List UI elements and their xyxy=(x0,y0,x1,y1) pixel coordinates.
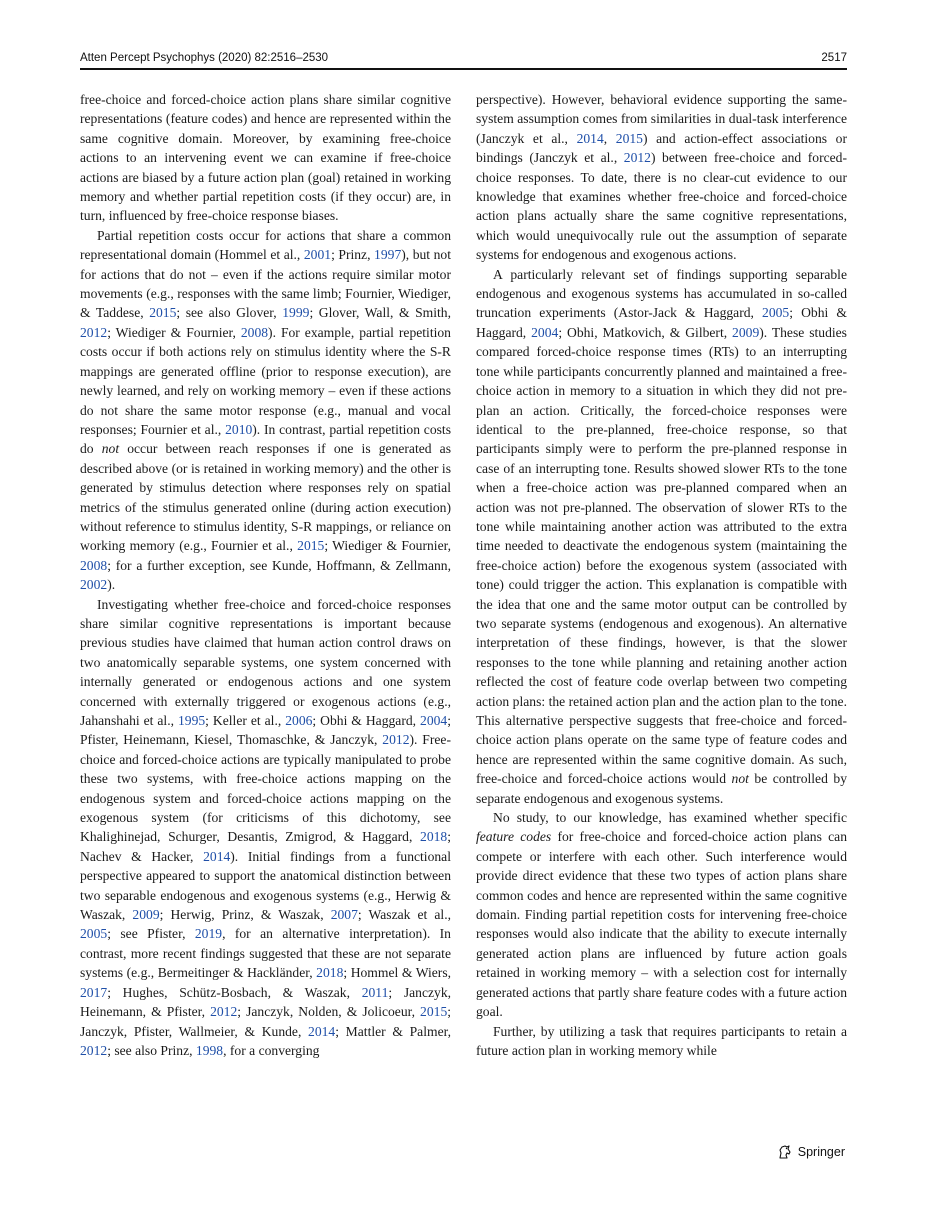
citation-link[interactable]: 2014 xyxy=(308,1023,336,1039)
citation-link[interactable]: 2012 xyxy=(80,1042,108,1058)
citation-link[interactable]: 2004 xyxy=(531,324,559,340)
citation-link[interactable]: 2014 xyxy=(203,848,231,864)
paragraph-text: Investigating whether free-choice and forced-choice responses share similar cognitive representations is important because previous studies have claimed that human action control draws on two anatomically separable systems, one system concerned with internally generated or endogenous actions and one system concerned with externally triggered or exogenous actions (e.g., Jahanshahi et al., xyxy=(80,596,451,728)
paragraph-text: ) between free-choice and forced-choice responses. To date, there is no clear-cut evidence to our knowledge that examines whether free-choice and forced-choice action plans actually share the same cognitive representations, which would unequivocally rule out the assumption of separate systems for endogenous and exogenous actions. xyxy=(476,150,847,263)
citation-link[interactable]: 2006 xyxy=(285,713,313,728)
paragraph-text: ). Initial findings from a functional perspective appeared to support the anatomical distinction between two separable endogenous and exogenous systems (e.g., Herwig & Waszak, xyxy=(80,848,451,923)
paragraph-text: ; for a further exception, see Kunde, Hoffmann, & Zellmann, xyxy=(107,557,451,573)
paragraph-text: ; see Pfister, xyxy=(107,926,195,942)
citation-link[interactable]: 2018 xyxy=(316,965,344,981)
paragraph-text: be controlled by separate endogenous and exogenous systems. xyxy=(476,771,847,806)
paragraph xyxy=(476,1022,847,1061)
paragraph-text: ; Nachev & Hacker, xyxy=(80,829,451,864)
header-rule xyxy=(80,68,847,70)
paragraph xyxy=(80,90,451,226)
citation-link[interactable]: 2014 xyxy=(576,130,604,146)
citation-link[interactable]: 1999 xyxy=(282,305,310,321)
citation-link[interactable]: 2005 xyxy=(80,926,108,942)
citation-link[interactable]: 2017 xyxy=(80,984,108,1000)
journal-citation: Atten Percept Psychophys (2020) 82:2516–2530 xyxy=(80,52,329,64)
paragraph-text: ). For example, partial repetition costs occur if both actions rely on stimulus identity where the S-R mappings are generated offline (prior to response execution), are newly learned, and rely on working memory – even if these actions do not share the same motor response (e.g., manual and vocal responses; Fournier et al., xyxy=(80,324,451,437)
citation-link[interactable]: 1995 xyxy=(177,713,206,728)
paragraph-text: ; Prinz, xyxy=(331,247,375,263)
citation-link[interactable]: 2009 xyxy=(732,324,760,340)
citation-link[interactable]: 2002 xyxy=(80,577,108,593)
paragraph-text: ; Hughes, Schütz-Bosbach, & Waszak, xyxy=(107,984,362,1000)
paragraph-text: ), but not for actions that do not – even if the actions require similar motor movements (e.g., responses with the same limb; Fournier, Wiediger, & Taddese, xyxy=(80,247,452,321)
paragraph-text: ; Obhi & Haggard, xyxy=(312,713,421,728)
citation-link[interactable]: 2004 xyxy=(420,713,448,728)
springer-horse-icon xyxy=(777,1144,793,1160)
citation-link[interactable]: 2001 xyxy=(303,247,332,263)
paragraph xyxy=(476,265,847,808)
paragraph-text: ; Janczyk, Nolden, & Jolicoeur, xyxy=(237,1004,421,1020)
paragraph-text: A particularly relevant set of findings supporting separable endogenous and exogenous systems has accumulated in so-called truncation experiments (Astor-Jack & Haggard, xyxy=(476,266,847,321)
paragraph-text: Further, by utilizing a task that requires participants to retain a future action plan in working memory while xyxy=(476,1023,847,1058)
paragraph-text: ; Pfister, Heinemann, Kiesel, Thomaschke, & Janczyk, xyxy=(80,713,451,748)
citation-link[interactable]: 2008 xyxy=(240,324,269,340)
left-column xyxy=(80,90,451,1060)
citation-link[interactable]: 2019 xyxy=(194,926,223,942)
paragraph-text: perspective). However, behavioral evidence supporting the same-system assumption comes from similarities in dual-task interference (Janczyk et al., xyxy=(476,92,847,146)
right-column xyxy=(476,90,847,1060)
paragraph-text: ; Keller et al., xyxy=(205,713,286,728)
paragraph-text: No study, to our knowledge, has examined whether specific xyxy=(493,810,847,826)
page-number: 2517 xyxy=(821,52,847,64)
paragraph-text: ). These studies compared forced-choice response times (RTs) to an interrupting tone while participants concurrently planned and maintained a free-choice action in memory to a situation in which they did not pre-plan an action. Critically, the forced-choice responses were identical to the pre-planned, free-choice response, so that participants simply were to perform the pre-planned response in case of an interrupting tone. Results showed slower RTs to the tone when a free-choice action was pre-planned compared when an action was not pre-planned. The observation of slower RTs to the tone while maintaining another action was attributed to the extra time needed to deactivate the endogenous system (maintaining the free-choice action) before the exogenous system (associated with tone) could trigger the action. This explanation is compatible with the idea that one and the same motor output can be controlled by two separate systems (endogenous and exogenous). An alternative interpretation of these findings, however, is that the slower responses to the tone while planning and retaining another action reflected the cost of feature code overlap between two competing action plans: the retained action plan and the action plan to the tone. This alternative perspective suggests that free-choice and forced-choice action plans operate on the same type of feature codes and hence are represented within the same cognitive domain. As such, free-choice and forced-choice actions would xyxy=(476,324,847,787)
paragraph-text: ; Janczyk, Pfister, Wallmeier, & Kunde, xyxy=(80,1004,452,1039)
paragraph-text: ; Herwig, Prinz, & Waszak, xyxy=(159,907,331,923)
paragraph-text: Partial repetition costs occur for actions that share a common representational domain (Hommel et al., xyxy=(80,227,451,263)
paragraph-text: free-choice and forced-choice action plans share similar cognitive representations (feature codes) and hence are represented within the same cognitive domain. Moreover, by examining free-choice actions to an intervening event we can examine if free-choice actions are biased by a future action plan (goal) retained in working memory and whether partial repetition costs (if they occur) are, in turn, influenced by free-choice response biases. xyxy=(80,92,451,224)
paragraph-text: for free-choice and forced-choice action plans can compete or interfere with each other. Such interference would provide direct evidence that these two types of action plans share common codes and hence are represented within the same cognitive domain. Finding partial repetition costs for intervening free-choice responses would also indicate that the ability to execute internally generated action plans are influenced by future action goals retained in working memory – with a selection cost for internally generated actions that partly share feature codes with a future action goal. xyxy=(476,829,847,1020)
paragraph-text: ; Obhi, Matkovich, & Gilbert, xyxy=(558,324,733,340)
paragraph xyxy=(80,595,451,1061)
paragraph-text: ). xyxy=(107,577,116,593)
emphasis-text: feature codes xyxy=(476,829,552,845)
citation-link[interactable]: 2005 xyxy=(762,305,790,321)
paragraph-text: ; Glover, Wall, & Smith, xyxy=(309,305,451,321)
paragraph-text: , xyxy=(603,130,616,146)
paragraph-text: ; Mattler & Palmer, xyxy=(335,1023,451,1039)
citation-link[interactable]: 1998 xyxy=(195,1042,224,1058)
citation-link[interactable]: 2015 xyxy=(297,538,325,554)
paragraph xyxy=(476,808,847,1021)
citation-link[interactable]: 2015 xyxy=(149,305,177,321)
publisher-footer xyxy=(777,1144,845,1160)
emphasis-text: not xyxy=(731,771,749,787)
citation-link[interactable]: 2012 xyxy=(623,150,651,166)
citation-link[interactable]: 2015 xyxy=(420,1004,448,1020)
citation-link[interactable]: 2011 xyxy=(361,984,389,1000)
citation-link[interactable]: 2007 xyxy=(330,907,358,923)
citation-link[interactable]: 2008 xyxy=(80,557,108,573)
citation-link[interactable]: 2012 xyxy=(210,1004,238,1020)
paragraph-text: ). Free-choice and forced-choice actions are typically manipulated to probe these two systems, with free-choice actions mapping on the endogenous system and forced-choice actions mapping on the exogenous system (for criticisms of this dichotomy, see Khalighinejad, Schurger, Desantis, Zmigrod, & Haggard, xyxy=(80,732,451,845)
emphasis-text: not xyxy=(101,441,120,457)
paragraph-text: ; Hommel & Wiers, xyxy=(343,965,452,981)
citation-link[interactable]: 1997 xyxy=(374,247,402,263)
citation-link[interactable]: 2015 xyxy=(615,130,643,146)
paragraph-text: , for a converging xyxy=(223,1042,320,1058)
citation-link[interactable]: 2018 xyxy=(420,829,448,845)
paragraph-text: ; Wiediger & Fournier, xyxy=(324,538,451,554)
publisher-name: Springer xyxy=(797,1145,845,1159)
paragraph-text: ). In contrast, partial repetition costs do xyxy=(80,421,451,457)
paragraph-text: ) and action-effect associations or bindings (Janczyk et al., xyxy=(476,130,847,166)
paragraph xyxy=(80,226,451,595)
citation-link[interactable]: 2009 xyxy=(132,907,160,923)
paragraph-text: ; Obhi & Haggard, xyxy=(476,305,847,340)
paragraph-text: ; Wiediger & Fournier, xyxy=(107,324,241,340)
citation-link[interactable]: 2012 xyxy=(382,732,410,748)
citation-link[interactable]: 2012 xyxy=(80,324,108,340)
citation-link[interactable]: 2010 xyxy=(225,421,253,437)
paragraph-text: ; Janczyk, Heinemann, & Pfister, xyxy=(80,984,452,1020)
paragraph xyxy=(476,90,847,265)
paragraph-text: , for an alternative interpretation). In contrast, more recent findings suggested that these are not separate systems (e.g., Bermeitinger & Hackländer, xyxy=(80,926,451,981)
paragraph-text: ; Waszak et al., xyxy=(357,907,452,923)
paragraph-text: occur between reach responses if one is generated as described above (or is retained in working memory) and the other is generated by stimulus detection where responses rely on spatial metrics of the stimulus generated online (during action execution) without reference to stimulus identity, S-R mappings, or reliance on working memory (e.g., Fournier et al., xyxy=(80,441,451,554)
paragraph-text: ; see also Glover, xyxy=(176,305,283,321)
paragraph-text: ; see also Prinz, xyxy=(107,1042,196,1058)
